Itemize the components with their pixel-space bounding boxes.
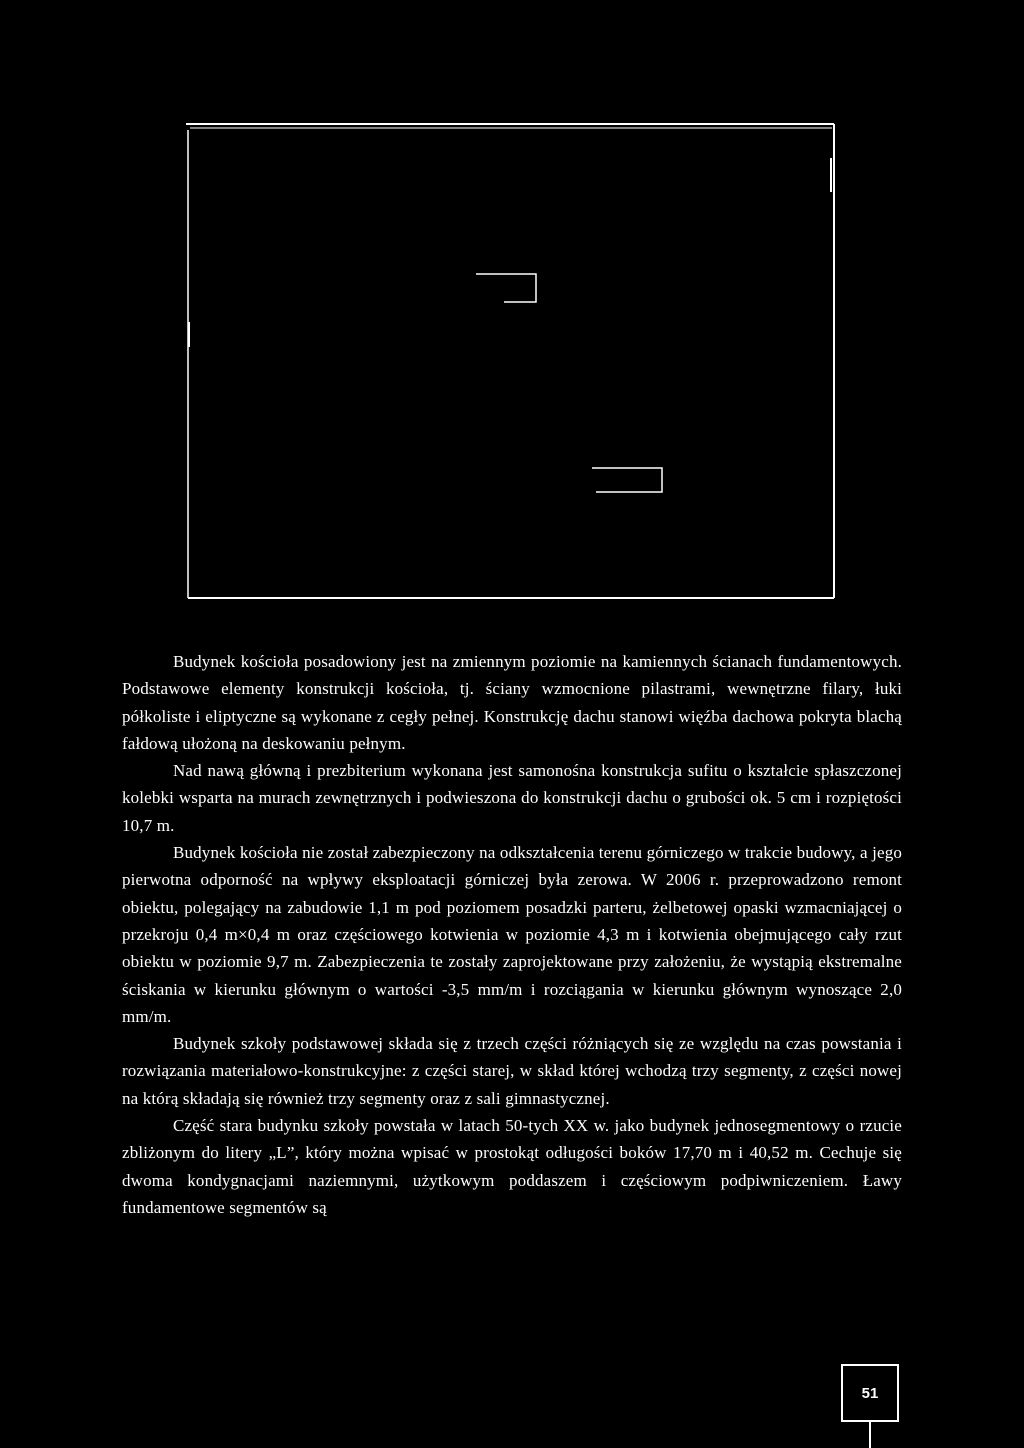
- paragraph: Część stara budynku szkoły powstała w latach 50-tych XX w. jako budynek jednosegmentowy o rzucie zbliżonym do litery „L”, który można wpisać w prostokąt odługości boków 17,70 m i 40,52 m. Cechuje się dwoma kondygnacjami naziemnymi, użytkowym poddaszem i częściowym podpiwniczeniem. Ławy fundamentowe segmentów są: [122, 1116, 902, 1217]
- page-number-label: 51: [861, 1384, 879, 1402]
- page-number: [841, 1364, 899, 1422]
- paragraph: Nad nawą główną i prezbiterium wykonana jest samonośna konstrukcja sufitu o kształcie spłaszczonej kolebki wsparta na murach zewnętrznych i podwieszona do konstrukcji dachu o grubości ok. 5 cm i rozpiętości 10,7 m.: [122, 761, 902, 835]
- figure-image: [186, 122, 836, 600]
- floor-plan-outline: [186, 122, 836, 600]
- body-text: [122, 648, 902, 1221]
- paragraph: Budynek kościoła nie został zabezpieczony na odkształcenia terenu górniczego w trakcie budowy, a jego pierwotna odporność na wpływy eksploatacji górniczej była zerowa. W 2006 r. przeprowadzono remont obiektu, polegający na zabudowie 1,1 m pod poziomem posadzki parteru, żelbetowej opaski wzmacniającej o przekroju 0,4 m×0,4 m oraz częściowego kotwienia w poziomie 4,3 m i kotwienia obejmującego cały rzut obiektu w poziomie 9,7 m. Zabezpieczenia te zostały zaprojektowane przy założeniu, że wystąpią ekstremalne ściskania w kierunku głównym o wartości -3,5 mm/m i rozciągania w kierunku głównym wynoszące 2,0 mm/m.: [122, 843, 902, 1026]
- paragraph: Budynek szkoły podstawowej składa się z trzech części różniących się ze względu na czas powstania i rozwiązania materiałowo-konstrukcyjne: z części starej, w skład której wchodzą trzy segmenty, z części nowej na którą składają się również trzy segmenty oraz z sali gimnastycznej.: [122, 1034, 902, 1108]
- paragraph: Budynek kościoła posadowiony jest na zmiennym poziomie na kamiennych ścianach fundamentowych. Podstawowe elementy konstrukcji kościoła, tj. ściany wzmocnione pilastrami, wewnętrzne filary, łuki półkoliste i eliptyczne są wykonane z cegły pełnej. Konstrukcję dachu stanowi więźba dachowa pokryta blachą fałdową ułożoną na deskowaniu pełnym.: [122, 652, 902, 753]
- page-number-tab-line: [869, 1422, 871, 1448]
